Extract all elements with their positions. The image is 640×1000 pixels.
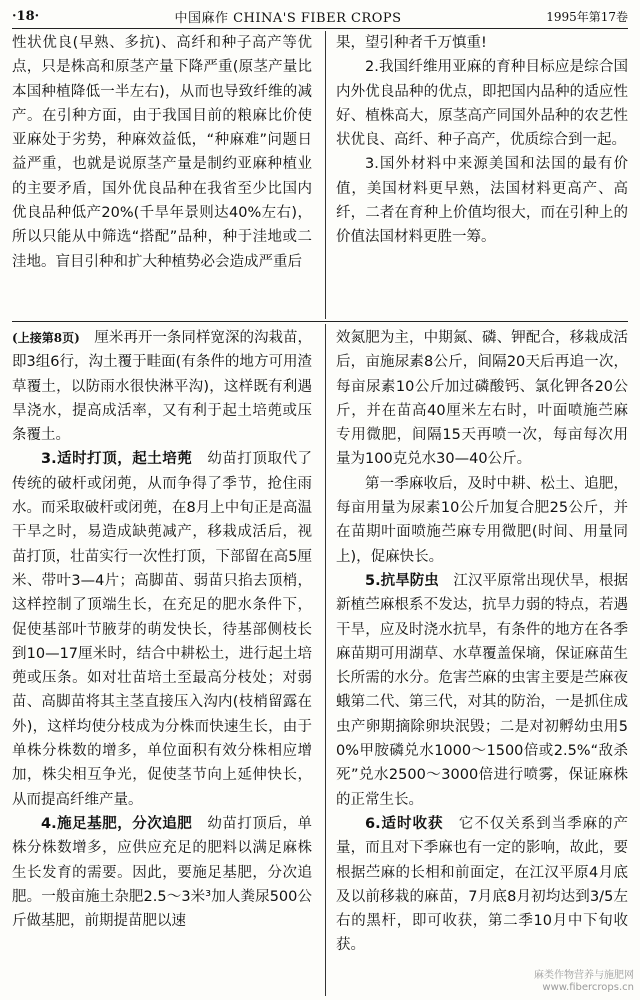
top-right-paragraph-3: 3.国外材料中来源美国和法国的最有价值，美国材料更早熟，法国材料更高产、高纤，二者在育种上价值均很大，而在引种上的价值法国材料更胜一筹。	[336, 156, 628, 246]
section-5-paragraph	[336, 569, 628, 812]
column-divider-bottom	[325, 324, 326, 996]
bottom-left-column	[12, 326, 312, 998]
section-divider	[12, 321, 628, 322]
site-watermark	[534, 970, 634, 994]
top-right-column	[336, 31, 628, 321]
section-5-heading: 5.抗旱防虫	[365, 572, 439, 589]
section-3-text: 幼苗打顶取代了传统的破杆或闭蔸，从而争得了季节，抢住雨水。而采取破杆或闭蔸，在8月上中旬正是高温干旱之时，易造成缺蔸减产，移栽成活后，视苗打顶，壮苗实行一次性打顶，下部留在高5厘米、带叶3—4片；高脚苗、弱苗只掐去顶梢，这样控制了顶端生长，在充足的肥水条件下，促使基部叶节腋芽的萌发快长，待基部侧枝长到10—17厘米时，结合中耕松土，进行起土培蔸或压条。如对壮苗培土至最高分枝处；对弱苗、高脚苗将其主茎直接压入沟内(枝梢留露在外)，这样均使分枝成为分株而快速生长，由于单株分株数的增多，单位面积有效分株相应增加，株尖相互争光，促使茎节向上延伸快长，从而提高纤维产量。	[12, 451, 312, 808]
column-divider-top	[325, 31, 326, 319]
intro-paragraph	[12, 326, 312, 447]
journal-title: 中国麻作 CHINA'S FIBER CROPS	[174, 10, 402, 26]
watermark-title: 麻类作物营养与施肥网	[534, 970, 634, 981]
intro-text: 厘米再开一条同样宽深的沟栽苗，即3组6行，沟土覆于畦面(有条件的地方可用渣草覆土，以防雨水很快淋平沟)，这样既有利遇旱浇水，提高成活率，又有利于起土培蔸或压条覆土。	[12, 330, 312, 444]
top-left-column	[12, 31, 312, 321]
continued-from-label: (上接第8页)	[12, 331, 80, 345]
header-rule	[12, 28, 628, 29]
section-4-text: 幼苗打顶后，单株分株数增多，应供应充足的肥料以满足麻株生长发育的需要。因此，要施足基肥，分次追肥。一般亩施土杂肥2.5～3米³加人粪尿500公斤做基肥，前期提苗肥以速	[12, 815, 312, 930]
page-number: ·18·	[12, 8, 40, 24]
bottom-right-column	[336, 326, 628, 998]
second-season-paragraph: 第一季麻收后，及时中耕、松土、追肥，每亩用量为尿素10公斤加复合肥25公斤，并在苗期叶面喷施苎麻专用微肥(时间、用量同上)，促麻快长。	[336, 475, 628, 565]
section-3-paragraph	[12, 447, 312, 811]
top-right-paragraph-1: 果，望引种者千万慎重!	[336, 35, 487, 51]
section-6-text: 它不仅关系到当季麻的产量，而且对下季麻也有一定的影响，故此，要根据苎麻的长相和前面定，在江汉平原4月底及以前移栽的麻苗，7月底8月初均达到3/5左右的黑杆，即可收获，第二季10月中下旬收获。	[336, 815, 628, 954]
journal-volume: 1995年第17卷	[546, 9, 628, 24]
section-6-heading: 6.适时收获	[365, 815, 444, 832]
page-header	[12, 4, 628, 28]
fertilizer-paragraph: 效氮肥为主，中期氮、磷、钾配合，移栽成活后，亩施尿素8公斤，间隔20天后再追一次，每亩尿素10公斤加过磷酸钙、氯化钾各20公斤，并在苗高40厘米左右时，叶面喷施苎麻专用微肥，间隔15天再喷一次，每亩每次用量为100克兑水30—40公斤。	[336, 330, 628, 468]
section-4-paragraph	[12, 812, 312, 933]
section-3-heading: 3.适时打顶，起土培蔸	[41, 451, 193, 468]
top-left-paragraph: 性状优良(早熟、多抗)、高纤和种子高产等优点，只是株高和原茎产量下降严重(原茎产量比本国种植降低一半左右)，从而也导致纤维的减产。在引种方面，由于我国目前的粮麻比价使亚麻处于劣势，种麻效益低，“种麻难”问题日益严重，也就是说原茎产量是制约亚麻种植业的主要矛盾，国外优良品种在我省至少比国内优良品种低产20%(千旱年景则达40%左右)，所以只能从中筛选“搭配”品种，种于洼地或二洼地。盲目引种和扩大种植势必会造成严重后	[12, 35, 312, 270]
top-right-paragraph-2: 2.我国纤维用亚麻的育种目标应是综合国内外优良品种的优点，即把国内品种的适应性好、植株高大，原茎高产同国外品种的农艺性状优良、高纤、种子高产，优质综合到一起。	[336, 59, 628, 149]
section-5-text: 江汉平原常出现伏旱，根据新植苎麻根系不发达，抗旱力弱的特点，若遇干旱，应及时浇水抗旱，有条件的地方在各季麻苗期可用湖草、水草覆盖保墒，保证麻苗生长所需的水分。危害苎麻的虫害主要是苎麻夜蛾第二代、第三代，对其的防治，一是抓住成虫产卵期摘除卵块泯毁；二是对初孵幼虫用50%甲胺磷兑水1000～1500倍或2.5%“敌杀死”兑水2500～3000倍进行喷雾，保证麻株的正常生长。	[336, 572, 628, 808]
section-6-paragraph	[336, 812, 628, 958]
section-4-heading: 4.施足基肥，分次追肥	[41, 815, 193, 832]
watermark-url: www.fibercrops.cn	[542, 982, 634, 993]
